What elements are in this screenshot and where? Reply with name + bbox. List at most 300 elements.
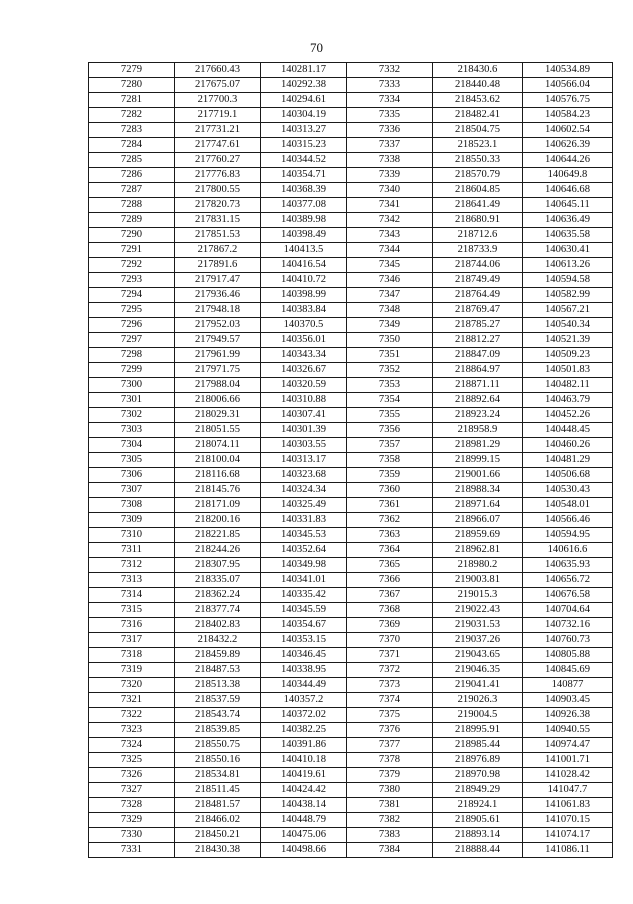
table-row bbox=[89, 678, 613, 693]
table-row bbox=[89, 63, 613, 78]
x-coordinate-cell: 218200.16 bbox=[175, 513, 261, 528]
x-coordinate-cell: 218924.1 bbox=[433, 798, 523, 813]
point-number-cell: 7327 bbox=[89, 783, 175, 798]
point-number-cell: 7378 bbox=[347, 753, 433, 768]
point-number-cell: 7358 bbox=[347, 453, 433, 468]
table-row bbox=[89, 648, 613, 663]
x-coordinate-cell: 218029.31 bbox=[175, 408, 261, 423]
table-row bbox=[89, 603, 613, 618]
y-coordinate-cell: 140353.15 bbox=[261, 633, 347, 648]
y-coordinate-cell: 141047.7 bbox=[523, 783, 613, 798]
x-coordinate-cell: 218539.85 bbox=[175, 723, 261, 738]
point-number-cell: 7328 bbox=[89, 798, 175, 813]
point-number-cell: 7325 bbox=[89, 753, 175, 768]
table-row bbox=[89, 633, 613, 648]
y-coordinate-cell: 140594.58 bbox=[523, 273, 613, 288]
y-coordinate-cell: 140313.27 bbox=[261, 123, 347, 138]
y-coordinate-cell: 140398.49 bbox=[261, 228, 347, 243]
x-coordinate-cell: 218980.2 bbox=[433, 558, 523, 573]
y-coordinate-cell: 140974.47 bbox=[523, 738, 613, 753]
table-row bbox=[89, 498, 613, 513]
point-number-cell: 7302 bbox=[89, 408, 175, 423]
table-row bbox=[89, 108, 613, 123]
point-number-cell: 7313 bbox=[89, 573, 175, 588]
x-coordinate-cell: 217961.99 bbox=[175, 348, 261, 363]
y-coordinate-cell: 141074.17 bbox=[523, 828, 613, 843]
x-coordinate-cell: 217936.46 bbox=[175, 288, 261, 303]
point-number-cell: 7349 bbox=[347, 318, 433, 333]
y-coordinate-cell: 140338.95 bbox=[261, 663, 347, 678]
y-coordinate-cell: 140315.23 bbox=[261, 138, 347, 153]
point-number-cell: 7373 bbox=[347, 678, 433, 693]
x-coordinate-cell: 217851.53 bbox=[175, 228, 261, 243]
y-coordinate-cell: 140584.23 bbox=[523, 108, 613, 123]
x-coordinate-cell: 217731.21 bbox=[175, 123, 261, 138]
x-coordinate-cell: 219004.5 bbox=[433, 708, 523, 723]
x-coordinate-cell: 218482.41 bbox=[433, 108, 523, 123]
y-coordinate-cell: 140448.45 bbox=[523, 423, 613, 438]
table-row bbox=[89, 228, 613, 243]
table-row bbox=[89, 243, 613, 258]
x-coordinate-cell: 218785.27 bbox=[433, 318, 523, 333]
point-number-cell: 7303 bbox=[89, 423, 175, 438]
y-coordinate-cell: 140732.16 bbox=[523, 618, 613, 633]
x-coordinate-cell: 218550.75 bbox=[175, 738, 261, 753]
point-number-cell: 7343 bbox=[347, 228, 433, 243]
coordinates-table-body bbox=[89, 63, 613, 858]
point-number-cell: 7362 bbox=[347, 513, 433, 528]
point-number-cell: 7333 bbox=[347, 78, 433, 93]
point-number-cell: 7347 bbox=[347, 288, 433, 303]
y-coordinate-cell: 140346.45 bbox=[261, 648, 347, 663]
point-number-cell: 7307 bbox=[89, 483, 175, 498]
table-row bbox=[89, 843, 613, 858]
point-number-cell: 7375 bbox=[347, 708, 433, 723]
point-number-cell: 7371 bbox=[347, 648, 433, 663]
x-coordinate-cell: 218377.74 bbox=[175, 603, 261, 618]
table-row bbox=[89, 528, 613, 543]
point-number-cell: 7364 bbox=[347, 543, 433, 558]
y-coordinate-cell: 140424.42 bbox=[261, 783, 347, 798]
point-number-cell: 7342 bbox=[347, 213, 433, 228]
point-number-cell: 7315 bbox=[89, 603, 175, 618]
x-coordinate-cell: 217760.27 bbox=[175, 153, 261, 168]
x-coordinate-cell: 217747.61 bbox=[175, 138, 261, 153]
table-row bbox=[89, 468, 613, 483]
x-coordinate-cell: 218995.91 bbox=[433, 723, 523, 738]
y-coordinate-cell: 140419.61 bbox=[261, 768, 347, 783]
y-coordinate-cell: 141028.42 bbox=[523, 768, 613, 783]
y-coordinate-cell: 140357.2 bbox=[261, 693, 347, 708]
x-coordinate-cell: 217952.03 bbox=[175, 318, 261, 333]
y-coordinate-cell: 140626.39 bbox=[523, 138, 613, 153]
table-row bbox=[89, 273, 613, 288]
point-number-cell: 7352 bbox=[347, 363, 433, 378]
y-coordinate-cell: 140345.59 bbox=[261, 603, 347, 618]
y-coordinate-cell: 140326.67 bbox=[261, 363, 347, 378]
y-coordinate-cell: 140845.69 bbox=[523, 663, 613, 678]
point-number-cell: 7319 bbox=[89, 663, 175, 678]
point-number-cell: 7341 bbox=[347, 198, 433, 213]
point-number-cell: 7285 bbox=[89, 153, 175, 168]
table-row bbox=[89, 168, 613, 183]
point-number-cell: 7353 bbox=[347, 378, 433, 393]
y-coordinate-cell: 140345.53 bbox=[261, 528, 347, 543]
x-coordinate-cell: 217917.47 bbox=[175, 273, 261, 288]
y-coordinate-cell: 140646.68 bbox=[523, 183, 613, 198]
y-coordinate-cell: 140481.29 bbox=[523, 453, 613, 468]
x-coordinate-cell: 218432.2 bbox=[175, 633, 261, 648]
y-coordinate-cell: 140413.5 bbox=[261, 243, 347, 258]
y-coordinate-cell: 140548.01 bbox=[523, 498, 613, 513]
y-coordinate-cell: 140940.55 bbox=[523, 723, 613, 738]
table-row bbox=[89, 393, 613, 408]
y-coordinate-cell: 140448.79 bbox=[261, 813, 347, 828]
x-coordinate-cell: 217988.04 bbox=[175, 378, 261, 393]
x-coordinate-cell: 218971.64 bbox=[433, 498, 523, 513]
x-coordinate-cell: 218006.66 bbox=[175, 393, 261, 408]
point-number-cell: 7298 bbox=[89, 348, 175, 363]
table-row bbox=[89, 138, 613, 153]
y-coordinate-cell: 140805.88 bbox=[523, 648, 613, 663]
table-row bbox=[89, 543, 613, 558]
y-coordinate-cell: 140349.98 bbox=[261, 558, 347, 573]
x-coordinate-cell: 217948.18 bbox=[175, 303, 261, 318]
table-row bbox=[89, 183, 613, 198]
point-number-cell: 7337 bbox=[347, 138, 433, 153]
table-row bbox=[89, 363, 613, 378]
table-row bbox=[89, 768, 613, 783]
y-coordinate-cell: 140301.39 bbox=[261, 423, 347, 438]
point-number-cell: 7321 bbox=[89, 693, 175, 708]
y-coordinate-cell: 141061.83 bbox=[523, 798, 613, 813]
x-coordinate-cell: 218335.07 bbox=[175, 573, 261, 588]
x-coordinate-cell: 218959.69 bbox=[433, 528, 523, 543]
x-coordinate-cell: 218966.07 bbox=[433, 513, 523, 528]
point-number-cell: 7308 bbox=[89, 498, 175, 513]
point-number-cell: 7360 bbox=[347, 483, 433, 498]
y-coordinate-cell: 140576.75 bbox=[523, 93, 613, 108]
x-coordinate-cell: 219041.41 bbox=[433, 678, 523, 693]
y-coordinate-cell: 140368.39 bbox=[261, 183, 347, 198]
point-number-cell: 7324 bbox=[89, 738, 175, 753]
x-coordinate-cell: 218171.09 bbox=[175, 498, 261, 513]
x-coordinate-cell: 218604.85 bbox=[433, 183, 523, 198]
x-coordinate-cell: 218962.81 bbox=[433, 543, 523, 558]
point-number-cell: 7384 bbox=[347, 843, 433, 858]
y-coordinate-cell: 140304.19 bbox=[261, 108, 347, 123]
table-row bbox=[89, 123, 613, 138]
y-coordinate-cell: 140323.68 bbox=[261, 468, 347, 483]
table-row bbox=[89, 558, 613, 573]
x-coordinate-cell: 218450.21 bbox=[175, 828, 261, 843]
point-number-cell: 7379 bbox=[347, 768, 433, 783]
x-coordinate-cell: 219022.43 bbox=[433, 603, 523, 618]
x-coordinate-cell: 219001.66 bbox=[433, 468, 523, 483]
x-coordinate-cell: 218733.9 bbox=[433, 243, 523, 258]
y-coordinate-cell: 140389.98 bbox=[261, 213, 347, 228]
point-number-cell: 7369 bbox=[347, 618, 433, 633]
x-coordinate-cell: 218487.53 bbox=[175, 663, 261, 678]
y-coordinate-cell: 140343.34 bbox=[261, 348, 347, 363]
table-row bbox=[89, 708, 613, 723]
y-coordinate-cell: 140760.73 bbox=[523, 633, 613, 648]
point-number-cell: 7280 bbox=[89, 78, 175, 93]
point-number-cell: 7326 bbox=[89, 768, 175, 783]
x-coordinate-cell: 217800.55 bbox=[175, 183, 261, 198]
y-coordinate-cell: 140281.17 bbox=[261, 63, 347, 78]
y-coordinate-cell: 140460.26 bbox=[523, 438, 613, 453]
y-coordinate-cell: 140704.64 bbox=[523, 603, 613, 618]
x-coordinate-cell: 218466.02 bbox=[175, 813, 261, 828]
x-coordinate-cell: 218847.09 bbox=[433, 348, 523, 363]
y-coordinate-cell: 140452.26 bbox=[523, 408, 613, 423]
point-number-cell: 7339 bbox=[347, 168, 433, 183]
x-coordinate-cell: 218988.34 bbox=[433, 483, 523, 498]
point-number-cell: 7355 bbox=[347, 408, 433, 423]
point-number-cell: 7287 bbox=[89, 183, 175, 198]
x-coordinate-cell: 219043.65 bbox=[433, 648, 523, 663]
table-row bbox=[89, 453, 613, 468]
point-number-cell: 7299 bbox=[89, 363, 175, 378]
y-coordinate-cell: 140416.54 bbox=[261, 258, 347, 273]
y-coordinate-cell: 140410.18 bbox=[261, 753, 347, 768]
x-coordinate-cell: 218244.26 bbox=[175, 543, 261, 558]
x-coordinate-cell: 218570.79 bbox=[433, 168, 523, 183]
y-coordinate-cell: 140475.06 bbox=[261, 828, 347, 843]
y-coordinate-cell: 140391.86 bbox=[261, 738, 347, 753]
x-coordinate-cell: 217660.43 bbox=[175, 63, 261, 78]
point-number-cell: 7340 bbox=[347, 183, 433, 198]
point-number-cell: 7377 bbox=[347, 738, 433, 753]
point-number-cell: 7323 bbox=[89, 723, 175, 738]
table-row bbox=[89, 573, 613, 588]
x-coordinate-cell: 219031.53 bbox=[433, 618, 523, 633]
point-number-cell: 7329 bbox=[89, 813, 175, 828]
y-coordinate-cell: 140320.59 bbox=[261, 378, 347, 393]
y-coordinate-cell: 140645.11 bbox=[523, 198, 613, 213]
y-coordinate-cell: 140602.54 bbox=[523, 123, 613, 138]
x-coordinate-cell: 218744.06 bbox=[433, 258, 523, 273]
table-row bbox=[89, 258, 613, 273]
y-coordinate-cell: 140540.34 bbox=[523, 318, 613, 333]
table-row bbox=[89, 753, 613, 768]
y-coordinate-cell: 140341.01 bbox=[261, 573, 347, 588]
y-coordinate-cell: 140382.25 bbox=[261, 723, 347, 738]
table-row bbox=[89, 738, 613, 753]
point-number-cell: 7294 bbox=[89, 288, 175, 303]
point-number-cell: 7361 bbox=[347, 498, 433, 513]
point-number-cell: 7357 bbox=[347, 438, 433, 453]
point-number-cell: 7368 bbox=[347, 603, 433, 618]
table-row bbox=[89, 213, 613, 228]
x-coordinate-cell: 218958.9 bbox=[433, 423, 523, 438]
y-coordinate-cell: 140498.66 bbox=[261, 843, 347, 858]
table-row bbox=[89, 408, 613, 423]
x-coordinate-cell: 218145.76 bbox=[175, 483, 261, 498]
x-coordinate-cell: 218534.81 bbox=[175, 768, 261, 783]
y-coordinate-cell: 140636.49 bbox=[523, 213, 613, 228]
point-number-cell: 7284 bbox=[89, 138, 175, 153]
point-number-cell: 7382 bbox=[347, 813, 433, 828]
y-coordinate-cell: 140521.39 bbox=[523, 333, 613, 348]
x-coordinate-cell: 217891.6 bbox=[175, 258, 261, 273]
point-number-cell: 7331 bbox=[89, 843, 175, 858]
y-coordinate-cell: 140325.49 bbox=[261, 498, 347, 513]
x-coordinate-cell: 218459.89 bbox=[175, 648, 261, 663]
y-coordinate-cell: 140292.38 bbox=[261, 78, 347, 93]
y-coordinate-cell: 140383.84 bbox=[261, 303, 347, 318]
table-row bbox=[89, 153, 613, 168]
point-number-cell: 7300 bbox=[89, 378, 175, 393]
x-coordinate-cell: 218769.47 bbox=[433, 303, 523, 318]
point-number-cell: 7356 bbox=[347, 423, 433, 438]
y-coordinate-cell: 140410.72 bbox=[261, 273, 347, 288]
x-coordinate-cell: 218513.38 bbox=[175, 678, 261, 693]
x-coordinate-cell: 217719.1 bbox=[175, 108, 261, 123]
y-coordinate-cell: 140307.41 bbox=[261, 408, 347, 423]
x-coordinate-cell: 218892.64 bbox=[433, 393, 523, 408]
y-coordinate-cell: 140566.04 bbox=[523, 78, 613, 93]
table-row bbox=[89, 723, 613, 738]
point-number-cell: 7301 bbox=[89, 393, 175, 408]
x-coordinate-cell: 217971.75 bbox=[175, 363, 261, 378]
y-coordinate-cell: 140372.02 bbox=[261, 708, 347, 723]
table-row bbox=[89, 663, 613, 678]
point-number-cell: 7344 bbox=[347, 243, 433, 258]
y-coordinate-cell: 140370.5 bbox=[261, 318, 347, 333]
x-coordinate-cell: 217820.73 bbox=[175, 198, 261, 213]
x-coordinate-cell: 218888.44 bbox=[433, 843, 523, 858]
point-number-cell: 7286 bbox=[89, 168, 175, 183]
table-row bbox=[89, 348, 613, 363]
x-coordinate-cell: 218481.57 bbox=[175, 798, 261, 813]
y-coordinate-cell: 140354.67 bbox=[261, 618, 347, 633]
point-number-cell: 7359 bbox=[347, 468, 433, 483]
point-number-cell: 7354 bbox=[347, 393, 433, 408]
y-coordinate-cell: 140352.64 bbox=[261, 543, 347, 558]
point-number-cell: 7305 bbox=[89, 453, 175, 468]
x-coordinate-cell: 218976.89 bbox=[433, 753, 523, 768]
point-number-cell: 7310 bbox=[89, 528, 175, 543]
point-number-cell: 7367 bbox=[347, 588, 433, 603]
table-row bbox=[89, 93, 613, 108]
y-coordinate-cell: 140509.23 bbox=[523, 348, 613, 363]
x-coordinate-cell: 218221.85 bbox=[175, 528, 261, 543]
y-coordinate-cell: 141070.15 bbox=[523, 813, 613, 828]
table-row bbox=[89, 378, 613, 393]
point-number-cell: 7346 bbox=[347, 273, 433, 288]
y-coordinate-cell: 140294.61 bbox=[261, 93, 347, 108]
y-coordinate-cell: 140656.72 bbox=[523, 573, 613, 588]
x-coordinate-cell: 218764.49 bbox=[433, 288, 523, 303]
table-row bbox=[89, 318, 613, 333]
x-coordinate-cell: 218550.33 bbox=[433, 153, 523, 168]
point-number-cell: 7348 bbox=[347, 303, 433, 318]
y-coordinate-cell: 140313.17 bbox=[261, 453, 347, 468]
x-coordinate-cell: 218537.59 bbox=[175, 693, 261, 708]
y-coordinate-cell: 140644.26 bbox=[523, 153, 613, 168]
x-coordinate-cell: 218981.29 bbox=[433, 438, 523, 453]
point-number-cell: 7365 bbox=[347, 558, 433, 573]
x-coordinate-cell: 217700.3 bbox=[175, 93, 261, 108]
x-coordinate-cell: 217867.2 bbox=[175, 243, 261, 258]
y-coordinate-cell: 140903.45 bbox=[523, 693, 613, 708]
point-number-cell: 7309 bbox=[89, 513, 175, 528]
table-row bbox=[89, 783, 613, 798]
point-number-cell: 7312 bbox=[89, 558, 175, 573]
y-coordinate-cell: 140324.34 bbox=[261, 483, 347, 498]
x-coordinate-cell: 218523.1 bbox=[433, 138, 523, 153]
x-coordinate-cell: 218402.83 bbox=[175, 618, 261, 633]
point-number-cell: 7281 bbox=[89, 93, 175, 108]
x-coordinate-cell: 218812.27 bbox=[433, 333, 523, 348]
y-coordinate-cell: 140377.08 bbox=[261, 198, 347, 213]
y-coordinate-cell: 140635.58 bbox=[523, 228, 613, 243]
y-coordinate-cell: 140582.99 bbox=[523, 288, 613, 303]
point-number-cell: 7322 bbox=[89, 708, 175, 723]
x-coordinate-cell: 217949.57 bbox=[175, 333, 261, 348]
y-coordinate-cell: 140676.58 bbox=[523, 588, 613, 603]
x-coordinate-cell: 218893.14 bbox=[433, 828, 523, 843]
x-coordinate-cell: 218116.68 bbox=[175, 468, 261, 483]
point-number-cell: 7306 bbox=[89, 468, 175, 483]
table-row bbox=[89, 483, 613, 498]
point-number-cell: 7318 bbox=[89, 648, 175, 663]
x-coordinate-cell: 218504.75 bbox=[433, 123, 523, 138]
point-number-cell: 7345 bbox=[347, 258, 433, 273]
x-coordinate-cell: 218923.24 bbox=[433, 408, 523, 423]
x-coordinate-cell: 218307.95 bbox=[175, 558, 261, 573]
page-number: 70 bbox=[310, 40, 323, 55]
y-coordinate-cell: 140482.11 bbox=[523, 378, 613, 393]
x-coordinate-cell: 218362.24 bbox=[175, 588, 261, 603]
y-coordinate-cell: 140331.83 bbox=[261, 513, 347, 528]
x-coordinate-cell: 218550.16 bbox=[175, 753, 261, 768]
point-number-cell: 7293 bbox=[89, 273, 175, 288]
y-coordinate-cell: 140567.21 bbox=[523, 303, 613, 318]
table-row bbox=[89, 798, 613, 813]
y-coordinate-cell: 141086.11 bbox=[523, 843, 613, 858]
point-number-cell: 7363 bbox=[347, 528, 433, 543]
point-number-cell: 7295 bbox=[89, 303, 175, 318]
point-number-cell: 7297 bbox=[89, 333, 175, 348]
point-number-cell: 7336 bbox=[347, 123, 433, 138]
point-number-cell: 7316 bbox=[89, 618, 175, 633]
y-coordinate-cell: 140344.52 bbox=[261, 153, 347, 168]
y-coordinate-cell: 140534.89 bbox=[523, 63, 613, 78]
y-coordinate-cell: 140310.88 bbox=[261, 393, 347, 408]
point-number-cell: 7279 bbox=[89, 63, 175, 78]
table-row bbox=[89, 588, 613, 603]
table-row bbox=[89, 693, 613, 708]
y-coordinate-cell: 140630.41 bbox=[523, 243, 613, 258]
x-coordinate-cell: 218440.48 bbox=[433, 78, 523, 93]
y-coordinate-cell: 140354.71 bbox=[261, 168, 347, 183]
point-number-cell: 7292 bbox=[89, 258, 175, 273]
x-coordinate-cell: 219015.3 bbox=[433, 588, 523, 603]
x-coordinate-cell: 218074.11 bbox=[175, 438, 261, 453]
x-coordinate-cell: 218511.45 bbox=[175, 783, 261, 798]
x-coordinate-cell: 218641.49 bbox=[433, 198, 523, 213]
point-number-cell: 7320 bbox=[89, 678, 175, 693]
point-number-cell: 7289 bbox=[89, 213, 175, 228]
point-number-cell: 7282 bbox=[89, 108, 175, 123]
y-coordinate-cell: 140926.38 bbox=[523, 708, 613, 723]
y-coordinate-cell: 140566.46 bbox=[523, 513, 613, 528]
point-number-cell: 7283 bbox=[89, 123, 175, 138]
point-number-cell: 7334 bbox=[347, 93, 433, 108]
